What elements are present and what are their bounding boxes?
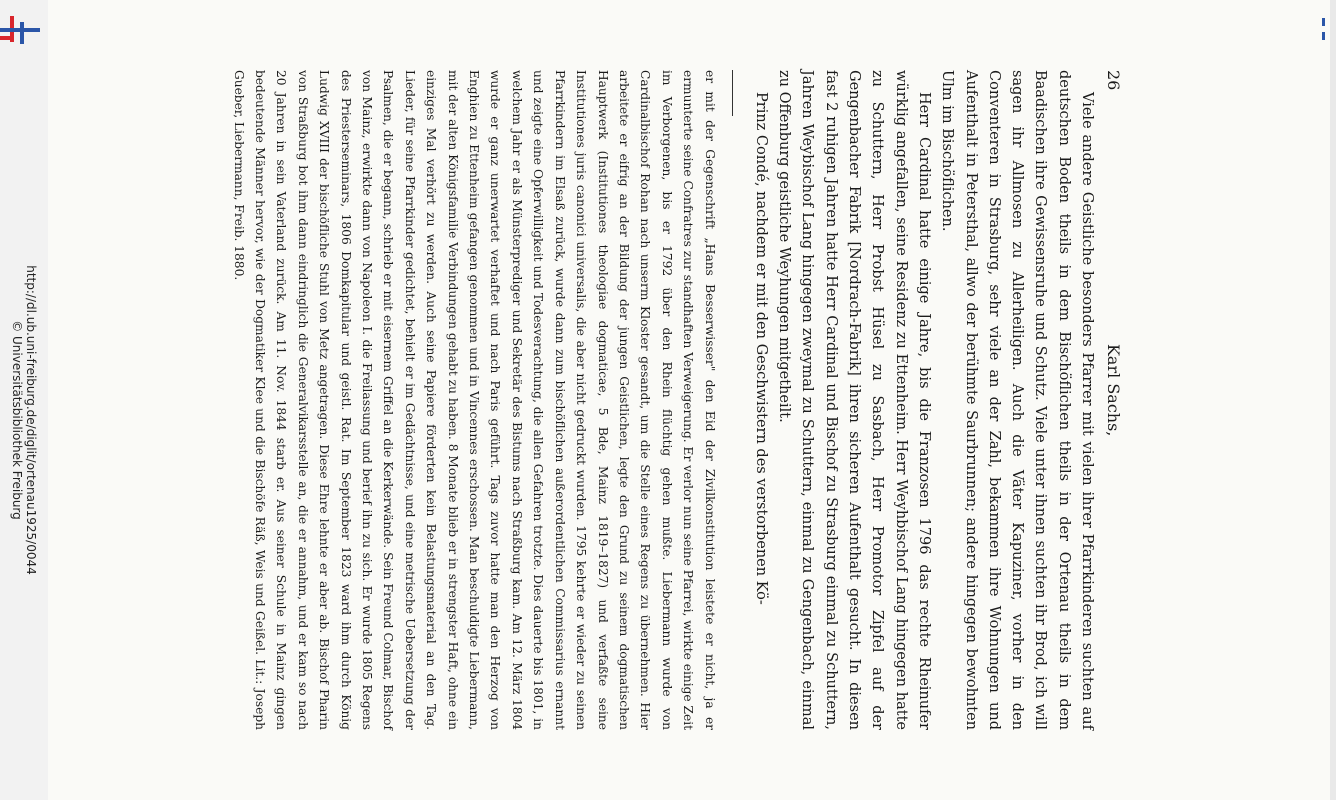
page-header [1098,70,1128,730]
paragraph: Prinz Condé, nachdem er mit den Geschwistern des verstorbenen Kö- [752,92,769,605]
sidebar [0,0,48,800]
scan-marker-icon [1322,18,1328,42]
scanned-page [48,0,1330,800]
side-credit [10,40,38,800]
footnote-divider [732,70,733,116]
running-head: Karl Sachs, [1103,343,1123,437]
paragraph: Herr Cardinal hatte einige Jahre, bis die Franzosen 1796 das rechte Rheinufer würklig angefallen, seine Residenz zu Ettenheim. Herr Weyhbischof Lang hingegen hatte zu Schuttern, Herr Probst Hüsel zu Sasbach, Herr Promotor Zipfel auf der Gengenbacher Fabrik [Nordrach-Fabrik] ihren sicheren Aufenthalt gesucht. In diesen fast 2 ruhigen Jahren hatte Herr Cardinal und Bischof zu Strasburg einmal zu Schuttern, Jahren Weybischof Lang hingegen zweymal zu Schuttern, einmal zu Gengenbach, einmal zu Offenburg geistliche Weyhungen mitgetheilt. [776,70,932,730]
footnote: er mit der Gegenschrift „Hans Besserwisser" den Eid der Zivilkonstitution leistete er nicht, ja er ermunterte seine Confratres zur standhaften Verweigerung. Er verlor nun seine Pfarrei, wirkte einige Zeit im Verborgenen, bis er 1792 über den Rhein flüchtig gehen mußte. Liebermann wurde von Cardinalbischof Rohan nach unserm Kloster gesandt, um die Stelle eines Regens zu übernehmen. Hier arbeitete er eifrig an der Bildung der jungen Geistlichen, legte den Grund zu seinem dogmatischen Hauptwerk (Institutiones theologiae dogmaticae, 5 Bde, Mainz 1819–1827) und verfaßte seine Institutiones juris canonici universalis, die aber nicht gedruckt wurden. 1795 kehrte er wieder zu seinen Pfarrkindern im Elsaß zurück, wurde dann zum bischöflichen außerordentlichen Commissarius ernannt und zeigte eine Opferwilligkeit und Todesverachtung, die allen Gefahren trotzte. Dies dauerte bis 1801, in welchem Jahr er als Münsterprediger und Sekretär des Bistums nach Straßburg kam. Am 12. März 1804 wurde er ganz unerwartet verhaftet und nach Paris geführt. Tags zuvor hatte man den Herzog von Enghien zu Ettenheim gefangen genommen und in Vincennes erschossen. Man beschuldigte Liebermann, mit der alten Königsfamilie Verbindungen gehabt zu haben. 8 Monate blieb er in strengster Haft, ohne ein einziges Mal verhört zu werden. Auch seine Papiere förderten kein Belastungsmaterial an den Tag. Lieder, für seine Pfarrkinder gedichtet, behielt er im Gedächtnisse, und eine metrische Uebersetzung der Psalmen, die er begann, schrieb er mit eisernem Griffel an die Kerkerwände. Sein Freund Colmar, Bischof von Mainz, erwirkte dann von Napoleon I. die Freilassung und berief ihn zu sich. Er wurde 1805 Regens des Priesterseminars, 1806 Domkapitular und geistl. Rat. Im September 1823 ward ihm durch König Ludwig XVIII der bischöfliche Stuhl von Metz angetragen. Diese Ehre lehnte er aber ab. Bischof Pharin von Straßburg bot ihm dann eindringlich die Generalvikarsstelle an, die er annahm, und er kam so nach 20 Jahren in sein Vaterland zurück. Am 11. Nov. 1844 starb er. Aus seiner Schule in Mainz gingen bedeutende Männer hervor, wie der Dogmatiker Klee und die Bischöfe Räß, Weis und Geißel. Lit.: Joseph Gueber, Liebermann, Freib. 1880. [231,70,717,730]
body-text [749,70,1098,730]
page-number: 26 [1103,70,1123,91]
page-content [231,70,1128,730]
copyright-text: © Universitätsbibliothek Freiburg [10,320,24,520]
paragraph: Viele andere Geistliche besonders Pfarrer mit vielen ihrer Pfarrkinderen suchten auf deutschen Boden theils in dem Bischöflichen theils in der Ortenau theils in dem Baadischen ihre Gewissensruhe und Schutz. Viele unter ihnen suchten ihr Brod, ich will sagen ihr Allmosen zu Allerheiligen. Auch die Väter Kapuziner, vorher in den Conventeren in Strasburg, sehr viele an der Zahl, bekammen ihre Wohnungen und Aufenthalt in Petersthal, allwo der berühmte Saurbrunnen; andere hingegen bewohnten Ulm im Bischöflichen. [939,70,1095,730]
source-url-link[interactable]: http://dl.ub.uni-freiburg.de/diglit/ortenau1925/0044 [24,265,38,575]
